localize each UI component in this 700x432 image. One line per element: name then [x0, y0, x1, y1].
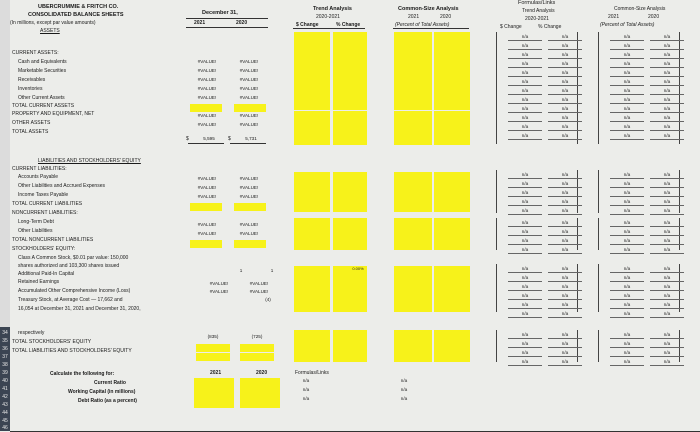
formula-na-cell[interactable]: n/a	[610, 311, 644, 318]
cs-2021-header: 2021	[408, 14, 420, 20]
row-number[interactable]: 35	[2, 338, 8, 344]
formula-na-cell[interactable]: n/a	[508, 293, 542, 300]
total-le-2020-input[interactable]	[240, 353, 274, 361]
formula-na-cell[interactable]: n/a	[650, 247, 684, 254]
f-cs-2020-header: 2020	[648, 14, 660, 20]
formula-na-cell[interactable]: n/a	[548, 61, 582, 68]
formula-na-cell[interactable]: n/a	[548, 238, 582, 245]
formula-na-cell[interactable]: n/a	[508, 238, 542, 245]
re-2020[interactable]: #VALUE!	[249, 289, 269, 294]
rule	[186, 18, 268, 19]
formula-na-cell[interactable]: n/a	[650, 275, 684, 282]
trend-pct-input-assets[interactable]	[333, 32, 367, 110]
formula-na-cell[interactable]: n/a	[548, 133, 582, 140]
apic-2021[interactable]: #VALUE!	[209, 281, 229, 286]
cs-2021-input-noncurrent[interactable]	[394, 218, 432, 250]
formula-na-cell[interactable]: n/a	[650, 341, 684, 348]
row-number[interactable]: 42	[2, 394, 8, 400]
formulas-header: Formulas/Links	[518, 0, 556, 6]
label-resp: respectively	[18, 330, 45, 336]
formula-na-cell[interactable]: n/a	[610, 266, 644, 273]
f-trend-header: Trend Analysis	[522, 8, 555, 14]
cash-2021[interactable]: #VALUE!	[197, 59, 217, 64]
row-number[interactable]: 39	[2, 370, 8, 376]
formula-na-cell[interactable]: n/a	[548, 199, 582, 206]
ratio-2021-input[interactable]	[194, 378, 234, 408]
cs-2020-input-equity[interactable]	[434, 266, 470, 312]
label-income-tax: Income Taxes Payable	[18, 192, 69, 198]
cs-2020-input-totals-le[interactable]	[434, 330, 470, 362]
rule	[293, 28, 365, 29]
formula-na-cell[interactable]: n/a	[610, 284, 644, 291]
formula-na-cell[interactable]: n/a	[508, 133, 542, 140]
dr-formula[interactable]: n/a	[302, 396, 310, 401]
formula-na-cell[interactable]: n/a	[650, 70, 684, 77]
cs-2021-input-totals-le[interactable]	[394, 330, 432, 362]
formula-na-cell[interactable]: n/a	[508, 115, 542, 122]
formula-na-cell[interactable]: n/a	[548, 43, 582, 50]
formula-na-cell[interactable]: n/a	[610, 52, 644, 59]
formula-na-cell[interactable]: n/a	[508, 61, 542, 68]
wc-formula[interactable]: n/a	[302, 387, 310, 392]
formula-na-cell[interactable]: n/a	[610, 133, 644, 140]
other-current-2020[interactable]: #VALUE!	[239, 95, 259, 100]
formula-na-cell[interactable]: n/a	[508, 172, 542, 179]
trend-change-input-equity[interactable]	[294, 266, 330, 312]
calc-formulas-header: Formulas/Links	[295, 370, 329, 376]
trend-pct-input-noncurrent[interactable]	[333, 218, 367, 250]
formula-na-cell[interactable]: n/a	[610, 88, 644, 95]
formula-na-cell[interactable]: n/a	[610, 106, 644, 113]
label-treasury: Treasury Stock, at Average Cost — 17,662 and	[18, 297, 123, 303]
label-shares: shares authorized and 103,300 shares issued	[18, 263, 120, 269]
formula-na-cell[interactable]: n/a	[650, 61, 684, 68]
label-cash: Cash and Equivalents	[18, 59, 67, 65]
label-shares2: 16,054 at December 31, 2021 and December 31, 2020,	[18, 306, 141, 312]
formula-na-cell[interactable]: n/a	[548, 172, 582, 179]
formula-na-cell[interactable]: n/a	[650, 79, 684, 86]
formula-na-cell[interactable]: n/a	[610, 275, 644, 282]
total-equity-2021-input[interactable]	[196, 344, 230, 352]
total-assets-2021[interactable]: 5,595	[203, 136, 215, 141]
pct-change-header: % Change	[336, 22, 361, 28]
formula-na-cell[interactable]: n/a	[650, 115, 684, 122]
cs-2021-input-liab[interactable]	[394, 172, 432, 212]
formula-na-cell[interactable]: n/a	[508, 247, 542, 254]
formula-na-cell[interactable]: n/a	[548, 97, 582, 104]
cr-formula[interactable]: n/a	[302, 378, 310, 383]
other-assets-2021[interactable]: #VALUE!	[197, 122, 217, 127]
row-number[interactable]: 44	[2, 410, 8, 416]
total-le-2021-input[interactable]	[196, 353, 230, 361]
formula-na-cell[interactable]: n/a	[508, 302, 542, 309]
income-tax-2020[interactable]: #VALUE!	[239, 194, 259, 199]
label-other-current: Other Current Assets	[18, 95, 65, 101]
dollar-sign: $	[186, 136, 189, 142]
label-noncurrent: NONCURRENT LIABILITIES:	[12, 210, 78, 216]
label-current-ratio: Current Ratio	[94, 380, 126, 386]
label-ltd: Long-Term Debt	[18, 219, 54, 225]
trend-years: 2020-2021	[316, 14, 340, 20]
f-cs-header: Common-Size Analysis	[614, 6, 666, 12]
calc-2021-header: 2021	[210, 370, 222, 376]
formula-na-cell[interactable]: n/a	[548, 70, 582, 77]
other-l-2021[interactable]: #VALUE!	[197, 231, 217, 236]
label-aoci: Accumulated Other Comprehensive Income (Loss)	[18, 288, 131, 294]
formula-na-cell[interactable]: n/a	[650, 350, 684, 357]
aoci-2020[interactable]: (4)	[265, 297, 271, 302]
other-assets-2020[interactable]: #VALUE!	[239, 122, 259, 127]
company-title: UBERCRUMMIE & FRITCH CO.	[38, 4, 119, 10]
formula-na-cell[interactable]: n/a	[508, 229, 542, 236]
formula-na-cell[interactable]: n/a	[610, 341, 644, 348]
formula-na-cell[interactable]: n/a	[508, 79, 542, 86]
trend-change-input-totals[interactable]	[294, 111, 330, 145]
formula-na-cell[interactable]: n/a	[508, 88, 542, 95]
formula-na-cell[interactable]: n/a	[508, 190, 542, 197]
formula-na-cell[interactable]: n/a	[508, 52, 542, 59]
total-current-liab-2021-input[interactable]	[190, 203, 222, 211]
formula-na-cell[interactable]: n/a	[610, 190, 644, 197]
formula-na-cell[interactable]: n/a	[610, 220, 644, 227]
formula-na-cell[interactable]: n/a	[548, 341, 582, 348]
f-cs-2021-header: 2021	[608, 14, 620, 20]
securities-2020[interactable]: #VALUE!	[239, 68, 259, 73]
formula-na-cell[interactable]: n/a	[508, 311, 542, 318]
trend-pct-input-equity[interactable]	[333, 266, 367, 312]
formula-na-cell[interactable]: n/a	[650, 124, 684, 131]
ltd-2020[interactable]: #VALUE!	[239, 222, 259, 227]
treasury-2020[interactable]: (725)	[251, 334, 263, 339]
row-number-gutter	[0, 0, 10, 431]
class-a-2020[interactable]: 1	[270, 268, 274, 273]
formula-na-cell[interactable]: n/a	[610, 350, 644, 357]
formula-na-cell[interactable]: n/a	[508, 266, 542, 273]
formula-na-cell[interactable]: n/a	[610, 293, 644, 300]
total-current-2020-input[interactable]	[234, 104, 266, 112]
formula-na-cell[interactable]: n/a	[610, 43, 644, 50]
receivables-2020[interactable]: #VALUE!	[239, 77, 259, 82]
formula-na-cell[interactable]: n/a	[650, 208, 684, 215]
formula-na-cell[interactable]: n/a	[610, 229, 644, 236]
formula-na-cell[interactable]: n/a	[650, 266, 684, 273]
formula-na-cell[interactable]: n/a	[650, 97, 684, 104]
formula-na-cell[interactable]: n/a	[548, 124, 582, 131]
formula-na-cell[interactable]: n/a	[548, 34, 582, 41]
label-other-l: Other Liabilities	[18, 228, 53, 234]
formula-na-cell[interactable]: n/a	[548, 266, 582, 273]
formula-na-cell[interactable]: n/a	[650, 106, 684, 113]
units-note: (In millions, except par value amounts)	[10, 20, 96, 26]
formula-na-cell[interactable]: n/a	[610, 124, 644, 131]
formula-na-cell[interactable]: n/a	[508, 124, 542, 131]
liab-heading: LIABILITIES AND STOCKHOLDERS' EQUITY	[38, 158, 141, 164]
spreadsheet-area	[10, 0, 700, 431]
ratio-2020-input[interactable]	[240, 378, 280, 408]
formula-na-cell[interactable]: n/a	[650, 199, 684, 206]
label-equity: STOCKHOLDERS' EQUITY:	[12, 246, 76, 252]
cs-2021-input-totals[interactable]	[394, 111, 432, 145]
formula-na-cell[interactable]: n/a	[548, 332, 582, 339]
cs-2020-input-noncurrent[interactable]	[434, 218, 470, 250]
formula-na-cell[interactable]: n/a	[548, 181, 582, 188]
total-noncurrent-2020-input[interactable]	[234, 240, 266, 248]
row-number[interactable]: 38	[2, 362, 8, 368]
formula-na-cell[interactable]: n/a	[610, 172, 644, 179]
label-other-liab: Other Liabilities and Accrued Expenses	[18, 183, 105, 189]
row-number[interactable]: 37	[2, 354, 8, 360]
ltd-2021[interactable]: #VALUE!	[197, 222, 217, 227]
label-ppe: PROPERTY AND EQUIPMENT, NET	[12, 111, 95, 117]
formula-na-cell[interactable]: n/a	[650, 220, 684, 227]
formula-na-cell[interactable]: n/a	[548, 350, 582, 357]
formula-na-cell[interactable]: n/a	[548, 293, 582, 300]
row-number[interactable]: 40	[2, 378, 8, 384]
formula-na-cell[interactable]: n/a	[548, 52, 582, 59]
formula-na-cell[interactable]: n/a	[548, 275, 582, 282]
label-current-liab: CURRENT LIABILITIES:	[12, 166, 67, 172]
trend-change-input-assets[interactable]	[294, 32, 330, 110]
formula-na-cell[interactable]: n/a	[548, 359, 582, 366]
trend-pct-input-totals[interactable]	[333, 111, 367, 145]
formula-na-cell[interactable]: n/a	[548, 190, 582, 197]
label-debt-ratio: Debt Ratio (as a percent)	[78, 398, 137, 404]
cs-note: (Percent of Total Assets)	[395, 22, 450, 28]
formula-na-cell[interactable]: n/a	[548, 79, 582, 86]
formula-na-cell[interactable]: n/a	[650, 229, 684, 236]
formula-na-cell[interactable]: n/a	[650, 43, 684, 50]
formula-na-cell[interactable]: n/a	[650, 190, 684, 197]
row-number[interactable]: 41	[2, 386, 8, 392]
row-number[interactable]: 46	[2, 425, 8, 431]
income-tax-2021[interactable]: #VALUE!	[197, 194, 217, 199]
formula-na-cell[interactable]: n/a	[508, 97, 542, 104]
formula-na-cell[interactable]: n/a	[610, 61, 644, 68]
formula-na-cell[interactable]: n/a	[508, 220, 542, 227]
formula-na-cell[interactable]: n/a	[610, 359, 644, 366]
formula-na-cell[interactable]: n/a	[610, 181, 644, 188]
f-years-header: 2020-2021	[525, 16, 549, 22]
formula-na-cell[interactable]: n/a	[610, 70, 644, 77]
formula-na-cell[interactable]: n/a	[650, 181, 684, 188]
formula-na-cell[interactable]: n/a	[508, 359, 542, 366]
formula-na-cell[interactable]: n/a	[508, 34, 542, 41]
label-total-le: TOTAL LIABILITIES AND STOCKHOLDERS' EQUITY	[12, 348, 132, 354]
trend-pct-input-liab[interactable]	[333, 172, 367, 212]
formula-na-cell[interactable]: n/a	[610, 332, 644, 339]
securities-2021[interactable]: #VALUE!	[197, 68, 217, 73]
inventories-2020[interactable]: #VALUE!	[239, 86, 259, 91]
formula-na-cell[interactable]: n/a	[650, 133, 684, 140]
label-total-noncurrent: TOTAL NONCURRENT LIABILITIES	[12, 237, 94, 243]
label-working-capital: Working Capital (in millions)	[68, 389, 136, 395]
formula-na-cell[interactable]: n/a	[650, 332, 684, 339]
other-l-2020[interactable]: #VALUE!	[239, 231, 259, 236]
dollar-sign: $	[228, 136, 231, 142]
formula-na-cell[interactable]: n/a	[508, 332, 542, 339]
total-assets-2020[interactable]: 5,731	[245, 136, 257, 141]
class-a-2021[interactable]: 1	[239, 268, 243, 273]
formula-na-cell[interactable]: n/a	[508, 341, 542, 348]
f-cs-note: (Percent of Total Assets)	[600, 22, 655, 28]
cs-2021-input-equity[interactable]	[394, 266, 432, 312]
formula-na-cell[interactable]: n/a	[650, 34, 684, 41]
formula-na-cell[interactable]: n/a	[650, 88, 684, 95]
formula-na-cell[interactable]: n/a	[610, 115, 644, 122]
ap-2021[interactable]: #VALUE!	[197, 176, 217, 181]
rule	[186, 27, 268, 28]
inventories-2021[interactable]: #VALUE!	[197, 86, 217, 91]
trend-change-input-noncurrent[interactable]	[294, 218, 330, 250]
cs-wc-formula[interactable]: n/a	[400, 387, 408, 392]
formula-na-cell[interactable]: n/a	[610, 247, 644, 254]
total-noncurrent-2021-input[interactable]	[190, 240, 222, 248]
formula-na-cell[interactable]: n/a	[610, 79, 644, 86]
label-total-current-liab: TOTAL CURRENT LIABILITIES	[12, 201, 83, 207]
other-liab-2020[interactable]: #VALUE!	[239, 185, 259, 190]
cs-2021-input-assets[interactable]	[394, 32, 432, 110]
formula-na-cell[interactable]: n/a	[548, 311, 582, 318]
formula-na-cell[interactable]: n/a	[508, 181, 542, 188]
rule	[393, 28, 469, 29]
label-total-assets: TOTAL ASSETS	[12, 129, 49, 135]
formula-na-cell[interactable]: n/a	[548, 208, 582, 215]
formula-na-cell[interactable]: n/a	[610, 199, 644, 206]
formula-na-cell[interactable]: n/a	[650, 302, 684, 309]
year-2020-header: 2020	[236, 20, 248, 26]
label-total-equity: TOTAL STOCKHOLDERS' EQUITY	[12, 339, 92, 345]
calc-heading: Calculate the following for:	[50, 371, 115, 377]
re-2021[interactable]: #VALUE!	[209, 289, 229, 294]
sheet-title: CONSOLIDATED BALANCE SHEETS	[28, 12, 124, 18]
cs-2020-input-totals[interactable]	[434, 111, 470, 145]
treasury-2021[interactable]: (835)	[207, 334, 219, 339]
ap-2020[interactable]: #VALUE!	[239, 176, 259, 181]
formula-na-cell[interactable]: n/a	[610, 34, 644, 41]
formula-na-cell[interactable]: n/a	[650, 359, 684, 366]
formula-na-cell[interactable]: n/a	[650, 172, 684, 179]
label-apic: Additional Paid-In Capital	[18, 271, 75, 277]
label-receivables: Receivables	[18, 77, 46, 83]
row-number[interactable]: 36	[2, 346, 8, 352]
label-other-assets: OTHER ASSETS	[12, 120, 51, 126]
other-liab-2021[interactable]: #VALUE!	[197, 185, 217, 190]
rule	[230, 143, 266, 144]
cs-2020-input-liab[interactable]	[434, 172, 470, 212]
formula-na-cell[interactable]: n/a	[508, 284, 542, 291]
formula-na-cell[interactable]: n/a	[508, 275, 542, 282]
trend-pct-input-totals-le[interactable]	[333, 330, 367, 362]
formula-na-cell[interactable]: n/a	[610, 208, 644, 215]
cs-2020-header: 2020	[440, 14, 452, 20]
receivables-2021[interactable]: #VALUE!	[197, 77, 217, 82]
formula-na-cell[interactable]: n/a	[610, 302, 644, 309]
f-change-header: $ Change	[500, 24, 522, 30]
pct-zero[interactable]: 0.00%	[352, 266, 364, 271]
formula-na-cell[interactable]: n/a	[508, 43, 542, 50]
year-2021-header: 2021	[194, 20, 206, 26]
formula-na-cell[interactable]: n/a	[508, 106, 542, 113]
f-pct-header: % Change	[538, 24, 562, 30]
formula-na-cell[interactable]: n/a	[508, 199, 542, 206]
cs-dr-formula[interactable]: n/a	[400, 396, 408, 401]
formula-na-cell[interactable]: n/a	[548, 106, 582, 113]
cs-2020-input-assets[interactable]	[434, 32, 470, 110]
ppe-2020[interactable]: #VALUE!	[239, 113, 259, 118]
label-ap: Accounts Payable	[18, 174, 59, 180]
label-current-assets: CURRENT ASSETS:	[12, 50, 59, 56]
formula-na-cell[interactable]: n/a	[610, 238, 644, 245]
december-header: December 31,	[202, 10, 238, 16]
label-inventories: Inventories	[18, 86, 43, 92]
trend-change-input-liab[interactable]	[294, 172, 330, 212]
label-total-current: TOTAL CURRENT ASSETS	[12, 103, 75, 109]
formula-na-cell[interactable]: n/a	[548, 247, 582, 254]
formula-na-cell[interactable]: n/a	[650, 284, 684, 291]
row-number[interactable]: 45	[2, 418, 8, 424]
common-size-header: Common-Size Analysis	[398, 6, 459, 12]
formula-na-cell[interactable]: n/a	[548, 229, 582, 236]
other-current-2021[interactable]: #VALUE!	[197, 95, 217, 100]
formula-na-cell[interactable]: n/a	[548, 88, 582, 95]
total-equity-2020-input[interactable]	[240, 344, 274, 352]
formula-na-cell[interactable]: n/a	[548, 302, 582, 309]
dollar-change-header: $ Change	[296, 22, 319, 28]
ppe-2021[interactable]: #VALUE!	[197, 113, 217, 118]
label-class-a: Class A Common Stock, $0.01 par value: 150,000	[18, 255, 129, 261]
label-securities: Marketable Securities	[18, 68, 67, 74]
formula-na-cell[interactable]: n/a	[610, 97, 644, 104]
calc-2020-header: 2020	[256, 370, 268, 376]
formula-na-cell[interactable]: n/a	[650, 293, 684, 300]
formula-na-cell[interactable]: n/a	[650, 238, 684, 245]
row-number[interactable]: 34	[2, 330, 8, 336]
total-current-liab-2020-input[interactable]	[234, 203, 266, 211]
assets-heading: ASSETS	[40, 28, 60, 34]
trend-analysis-header: Trend Analysis	[313, 6, 352, 12]
label-re: Retained Earnings	[18, 279, 60, 285]
formula-na-cell[interactable]: n/a	[650, 311, 684, 318]
cs-cr-formula[interactable]: n/a	[400, 378, 408, 383]
trend-change-input-totals-le[interactable]	[294, 330, 330, 362]
formula-na-cell[interactable]: n/a	[548, 115, 582, 122]
row-number[interactable]: 43	[2, 402, 8, 408]
rule	[188, 143, 224, 144]
formula-na-cell[interactable]: n/a	[508, 208, 542, 215]
formula-na-cell[interactable]: n/a	[508, 350, 542, 357]
formula-na-cell[interactable]: n/a	[650, 52, 684, 59]
formula-na-cell[interactable]: n/a	[548, 220, 582, 227]
total-current-2021-input[interactable]	[190, 104, 222, 112]
apic-2020[interactable]: #VALUE!	[249, 281, 269, 286]
formula-na-cell[interactable]: n/a	[508, 70, 542, 77]
cash-2020[interactable]: #VALUE!	[239, 59, 259, 64]
formula-na-cell[interactable]: n/a	[548, 284, 582, 291]
